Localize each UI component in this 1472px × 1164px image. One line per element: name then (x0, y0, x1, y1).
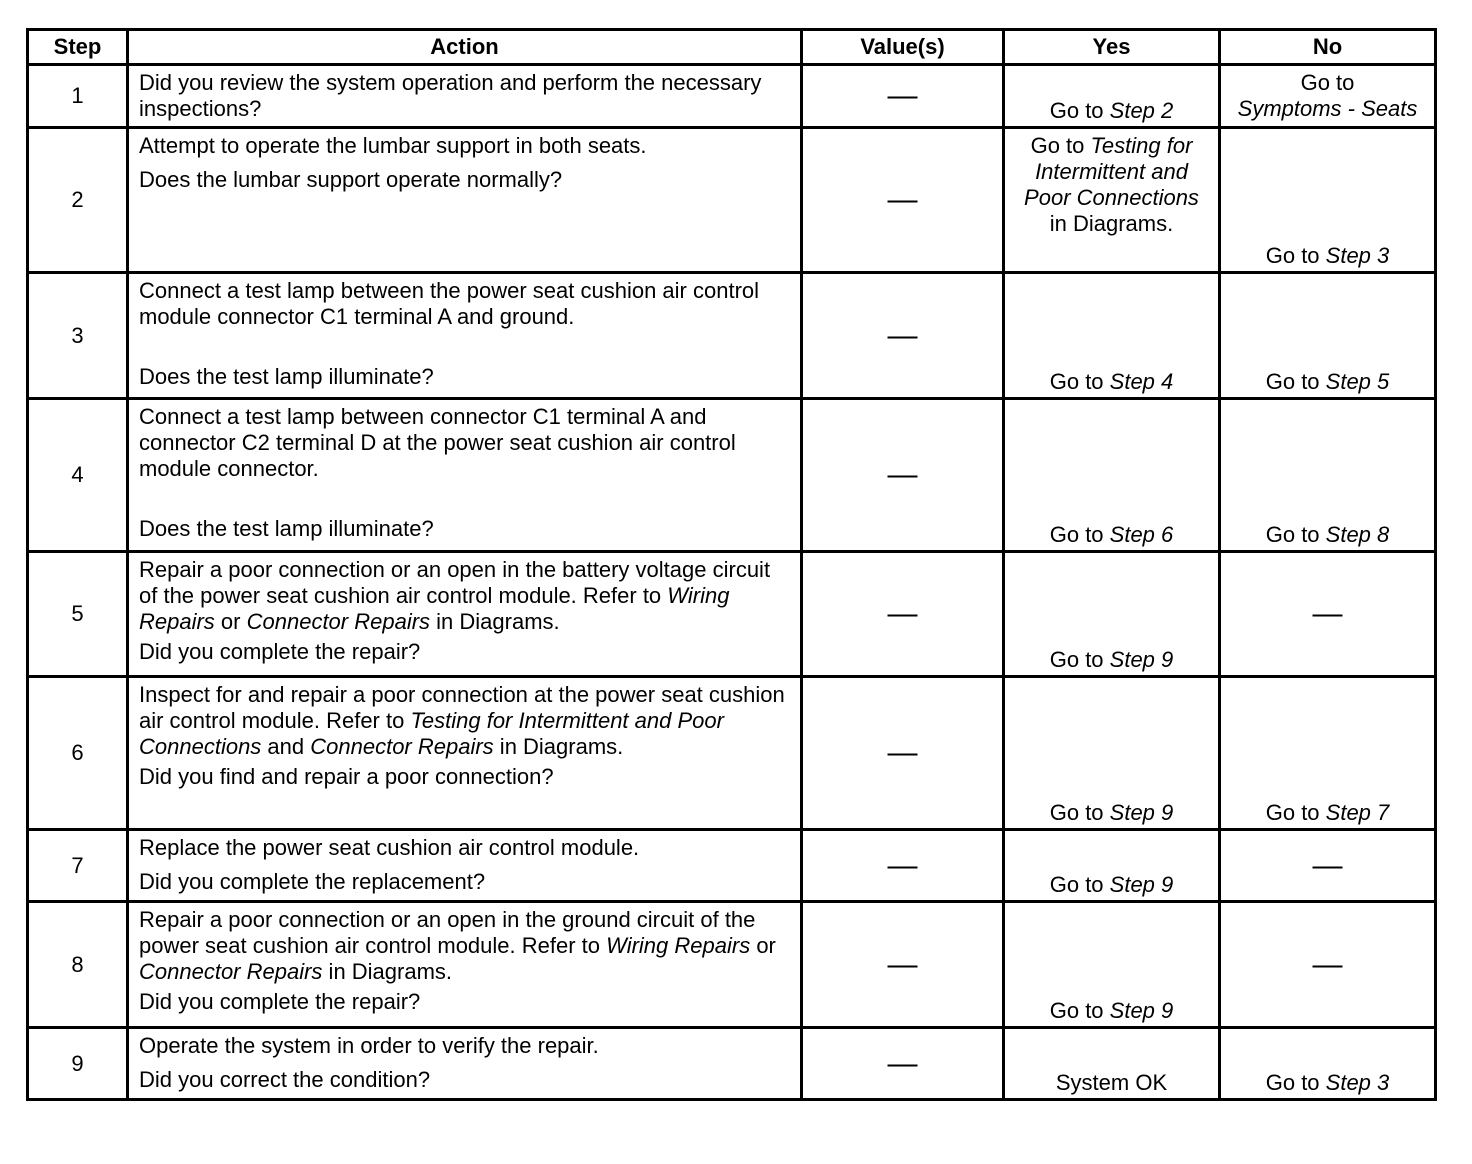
no-text (1221, 1070, 1434, 1096)
action-text: Operate the system in order to verify the repair. (139, 1033, 599, 1058)
no-cell (1220, 830, 1436, 902)
diagnostic-table (26, 28, 1437, 1101)
yes-ref: Testing for Intermittent and Poor Connections (1024, 133, 1199, 210)
action-text: Attempt to operate the lumbar support in both seats. (139, 133, 647, 158)
value-cell: — (802, 1028, 1004, 1100)
table-row (28, 128, 1436, 273)
yes-ref: Step 9 (1109, 647, 1174, 672)
yes-text (1005, 129, 1218, 237)
yes-prefix: Go to (1049, 647, 1110, 672)
header-row (28, 30, 1436, 65)
no-prefix: Go to (1265, 800, 1326, 825)
yes-text (1005, 369, 1218, 395)
action-text: Connect a test lamp between the power seat cushion air control module connector C1 terminal A and ground. (139, 278, 760, 329)
yes-ref: Step 9 (1109, 872, 1174, 897)
step-number: 4 (28, 399, 128, 552)
action-question: Did you complete the replacement? (139, 869, 486, 894)
table-row (28, 902, 1436, 1028)
yes-cell (1004, 399, 1220, 552)
no-cell (1220, 902, 1436, 1028)
action-question: Did you find and repair a poor connection? (139, 764, 554, 789)
step-number: 8 (28, 902, 128, 1028)
step-number: 5 (28, 552, 128, 677)
yes-prefix: Go to (1049, 98, 1110, 123)
no-prefix: Go to (1265, 243, 1326, 268)
action-text: Inspect for and repair a poor connection at the power seat cushion air control module. Refer to Testing for Intermittent and Poor Connections and Connector Repairs in Diagrams. (139, 682, 785, 759)
no-cell (1220, 1028, 1436, 1100)
yes-ref: Step 6 (1109, 522, 1174, 547)
no-prefix: Go to (1265, 1070, 1326, 1095)
no-ref: Step 5 (1325, 369, 1390, 394)
header-step: Step (28, 30, 128, 65)
no-ref: Step 8 (1325, 522, 1390, 547)
action-ref: Testing for Intermittent and Poor Connections (139, 708, 724, 759)
table-row (28, 1028, 1436, 1100)
yes-cell (1004, 552, 1220, 677)
action-question: Does the test lamp illuminate? (139, 364, 434, 389)
action-cell (128, 830, 802, 902)
action-cell (128, 128, 802, 273)
yes-prefix: Go to (1049, 522, 1110, 547)
action-cell (128, 902, 802, 1028)
yes-ref: Step 2 (1109, 98, 1174, 123)
yes-text (1005, 522, 1218, 548)
yes-ref: Step 9 (1109, 800, 1174, 825)
action-cell (128, 677, 802, 830)
action-cell (128, 273, 802, 399)
action-question: Does the test lamp illuminate? (139, 516, 434, 541)
no-cell (1220, 677, 1436, 830)
no-cell (1220, 65, 1436, 128)
step-number: 9 (28, 1028, 128, 1100)
header-values: Value(s) (802, 30, 1004, 65)
no-prefix: Go to (1265, 522, 1326, 547)
no-line1: Go to (1300, 70, 1355, 95)
yes-text (1005, 647, 1218, 673)
action-ref: Connector Repairs (139, 959, 323, 984)
yes-cell (1004, 273, 1220, 399)
action-question: Does the lumbar support operate normally? (139, 167, 563, 192)
table-row (28, 552, 1436, 677)
no-dash: — (1312, 597, 1343, 630)
yes-prefix: Go to (1049, 800, 1110, 825)
yes-cell (1004, 830, 1220, 902)
action-question: Did you correct the condition? (139, 1067, 431, 1092)
yes-prefix: Go to (1030, 133, 1091, 158)
yes-text (1005, 872, 1218, 898)
value-cell: — (802, 830, 1004, 902)
table-row (28, 399, 1436, 552)
table-row (28, 830, 1436, 902)
value-cell: — (802, 65, 1004, 128)
value-cell: — (802, 273, 1004, 399)
yes-cell (1004, 677, 1220, 830)
yes-text: System OK (1055, 1070, 1168, 1095)
action-text: Did you review the system operation and perform the necessary inspections? (139, 70, 762, 121)
yes-ref: Step 9 (1109, 998, 1174, 1023)
yes-prefix: Go to (1049, 998, 1110, 1023)
no-text (1221, 369, 1434, 395)
no-dash: — (1312, 848, 1343, 882)
value-cell: — (802, 677, 1004, 830)
yes-cell (1004, 902, 1220, 1028)
no-ref: Step 7 (1325, 800, 1390, 825)
action-text: Repair a poor connection or an open in the ground circuit of the power seat cushion air control module. Refer to Wiring Repairs or Connector Repairs in Diagrams. (139, 907, 776, 984)
no-cell (1220, 552, 1436, 677)
step-number: 7 (28, 830, 128, 902)
header-no: No (1220, 30, 1436, 65)
no-cell (1220, 128, 1436, 273)
step-number: 2 (28, 128, 128, 273)
action-ref: Connector Repairs (246, 609, 431, 634)
action-cell (128, 552, 802, 677)
step-number: 6 (28, 677, 128, 830)
action-ref: Wiring Repairs (606, 933, 751, 958)
no-text (1221, 243, 1434, 269)
action-question: Did you complete the repair? (139, 989, 421, 1014)
action-cell (128, 1028, 802, 1100)
no-text (1221, 66, 1434, 122)
action-cell (128, 399, 802, 552)
table-row (28, 65, 1436, 128)
action-text: Repair a poor connection or an open in the battery voltage circuit of the power seat cushion air control module. Refer to Wiring Repairs or Connector Repairs in Diagrams. (139, 557, 771, 634)
action-ref: Connector Repairs (310, 734, 494, 759)
value-cell: — (802, 128, 1004, 273)
no-ref: Step 3 (1325, 243, 1390, 268)
no-cell (1220, 399, 1436, 552)
no-cell (1220, 273, 1436, 399)
yes-prefix: Go to (1049, 369, 1110, 394)
yes-prefix: Go to (1049, 872, 1110, 897)
table-row (28, 677, 1436, 830)
yes-ref: Step 4 (1109, 369, 1174, 394)
value-cell: — (802, 552, 1004, 677)
action-ref: Wiring Repairs (139, 583, 730, 634)
action-question: Did you complete the repair? (139, 639, 421, 664)
yes-text (1005, 98, 1218, 124)
no-ref: Step 3 (1325, 1070, 1390, 1095)
value-cell: — (802, 902, 1004, 1028)
yes-suffix: in Diagrams. (1049, 211, 1174, 236)
table-row (28, 273, 1436, 399)
action-text: Replace the power seat cushion air control module. (139, 835, 640, 860)
yes-text (1005, 800, 1218, 826)
value-cell: — (802, 399, 1004, 552)
step-number: 1 (28, 65, 128, 128)
action-cell (128, 65, 802, 128)
yes-text (1005, 998, 1218, 1024)
yes-cell (1004, 128, 1220, 273)
no-ref: Symptoms - Seats (1237, 96, 1418, 121)
yes-cell (1004, 65, 1220, 128)
header-yes: Yes (1004, 30, 1220, 65)
yes-cell (1004, 1028, 1220, 1100)
no-prefix: Go to (1265, 369, 1326, 394)
no-text (1221, 800, 1434, 826)
step-number: 3 (28, 273, 128, 399)
no-dash: — (1312, 947, 1343, 981)
no-text (1221, 522, 1434, 548)
action-text: Connect a test lamp between connector C1 terminal A and connector C2 terminal D at the power seat cushion air control module connector. (139, 404, 736, 481)
header-action: Action (128, 30, 802, 65)
